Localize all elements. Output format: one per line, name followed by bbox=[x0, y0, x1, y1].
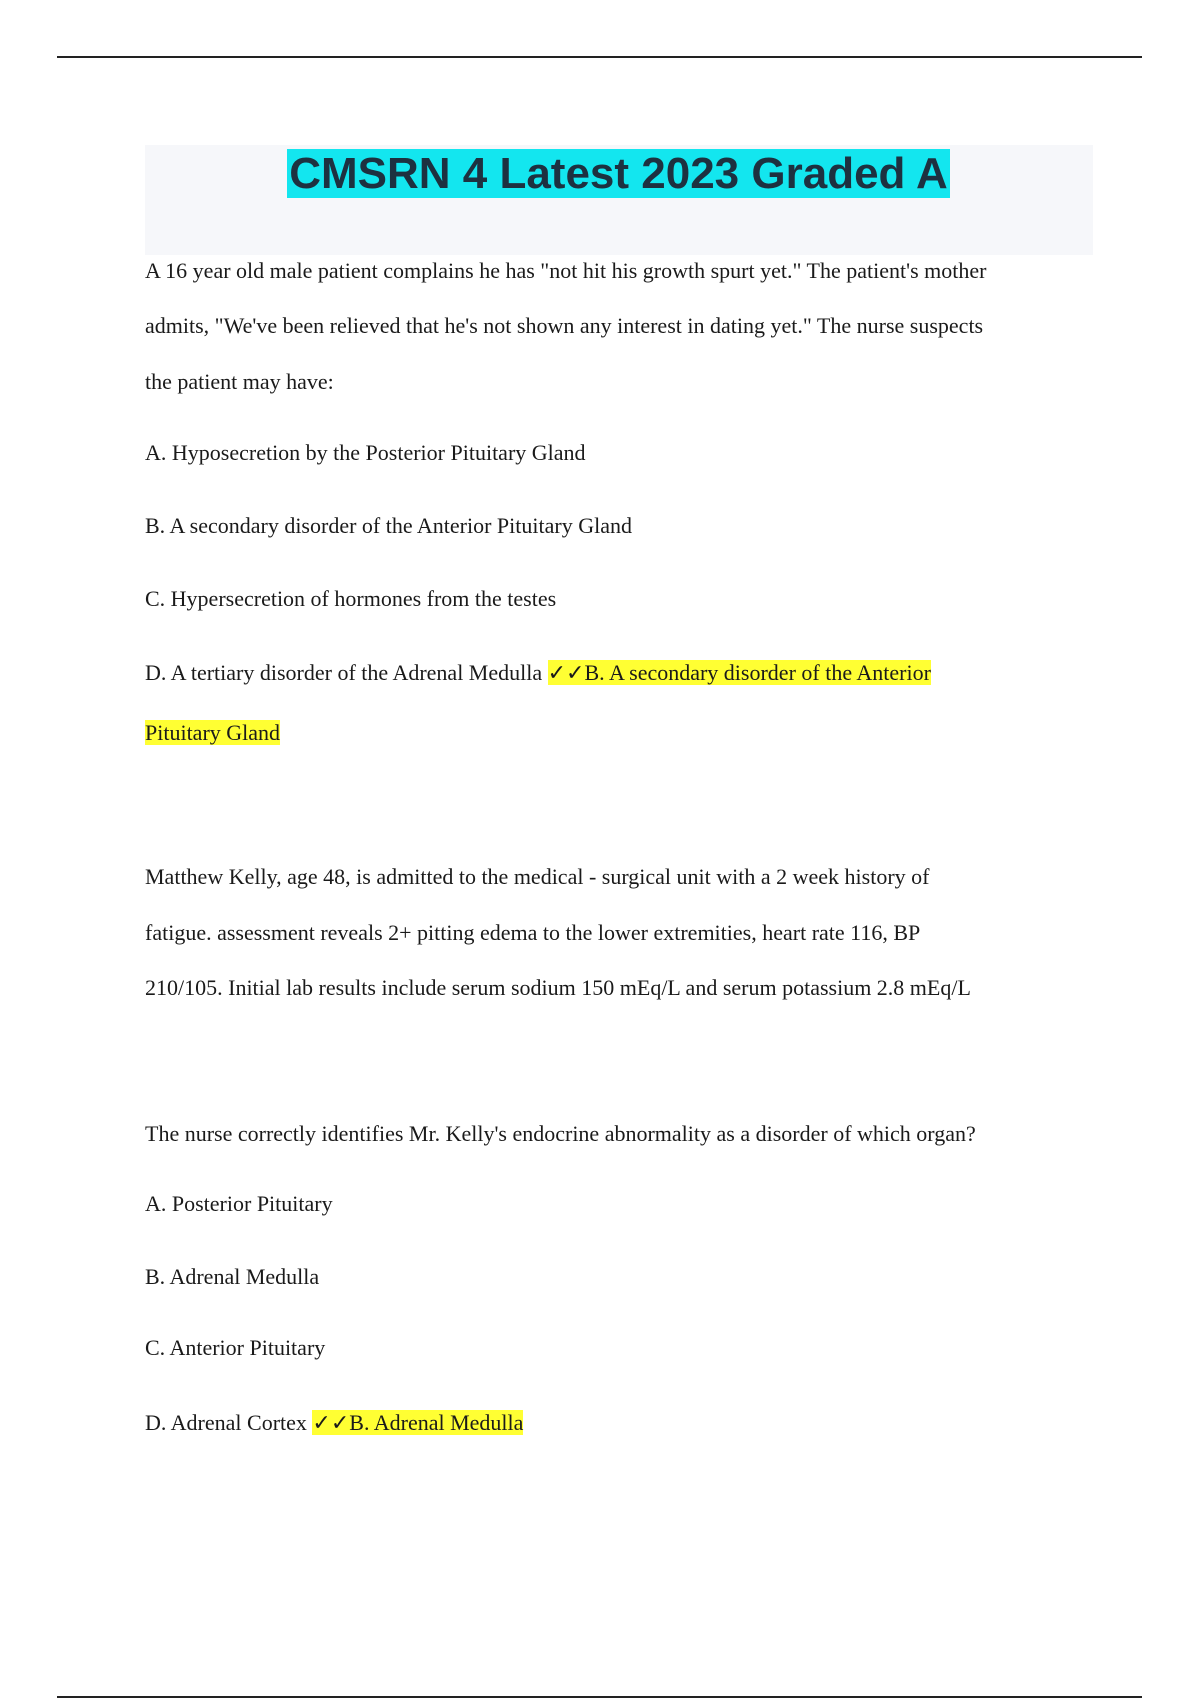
question-2-stem-line-3: 210/105. Initial lab results include serum sodium 150 mEq/L and serum potassium 2.8 mEq/L bbox=[145, 975, 971, 1000]
question-1-answer-highlight-cont: Pituitary Gland bbox=[145, 720, 281, 745]
question-1-option-b: B. A secondary disorder of the Anterior Pituitary Gland bbox=[145, 513, 632, 538]
question-1-stem-line-2: admits, "We've been relieved that he's not shown any interest in dating yet." The nurse suspects bbox=[145, 313, 984, 338]
question-1-answer-continued bbox=[145, 718, 280, 748]
question-1-stem-line-1: A 16 year old male patient complains he has "not hit his growth spurt yet." The patient's mother bbox=[145, 258, 987, 283]
question-2-prompt: The nurse correctly identifies Mr. Kelly's endocrine abnormality as a disorder of which organ? bbox=[145, 1121, 976, 1146]
bottom-rule bbox=[57, 1696, 1142, 1698]
question-2-option-c: C. Anterior Pituitary bbox=[145, 1335, 326, 1360]
question-2-answer-highlight: ✓✓B. Adrenal Medulla bbox=[312, 1410, 524, 1435]
question-2-option-a: A. Posterior Pituitary bbox=[145, 1191, 333, 1216]
question-2-stem-line-2: fatigue. assessment reveals 2+ pitting edema to the lower extremities, heart rate 116, BP bbox=[145, 920, 921, 945]
document-title: CMSRN 4 Latest 2023 Graded A bbox=[289, 149, 948, 198]
question-1-option-d-line bbox=[145, 658, 931, 688]
question-1-stem-line-3: the patient may have: bbox=[145, 369, 334, 394]
question-2-option-d: D. Adrenal Cortex bbox=[145, 1410, 313, 1435]
question-1-option-a: A. Hyposecretion by the Posterior Pituitary Gland bbox=[145, 440, 586, 465]
question-1-answer-highlight: ✓✓B. A secondary disorder of the Anterior bbox=[547, 660, 931, 685]
question-2-stem-line-1: Matthew Kelly, age 48, is admitted to the medical - surgical unit with a 2 week history of bbox=[145, 864, 930, 889]
question-1-option-d: D. A tertiary disorder of the Adrenal Medulla bbox=[145, 660, 548, 685]
question-1-option-c: C. Hypersecretion of hormones from the testes bbox=[145, 586, 557, 611]
top-rule bbox=[57, 56, 1142, 58]
question-2-option-b: B. Adrenal Medulla bbox=[145, 1264, 320, 1289]
question-2-option-d-line bbox=[145, 1408, 523, 1438]
